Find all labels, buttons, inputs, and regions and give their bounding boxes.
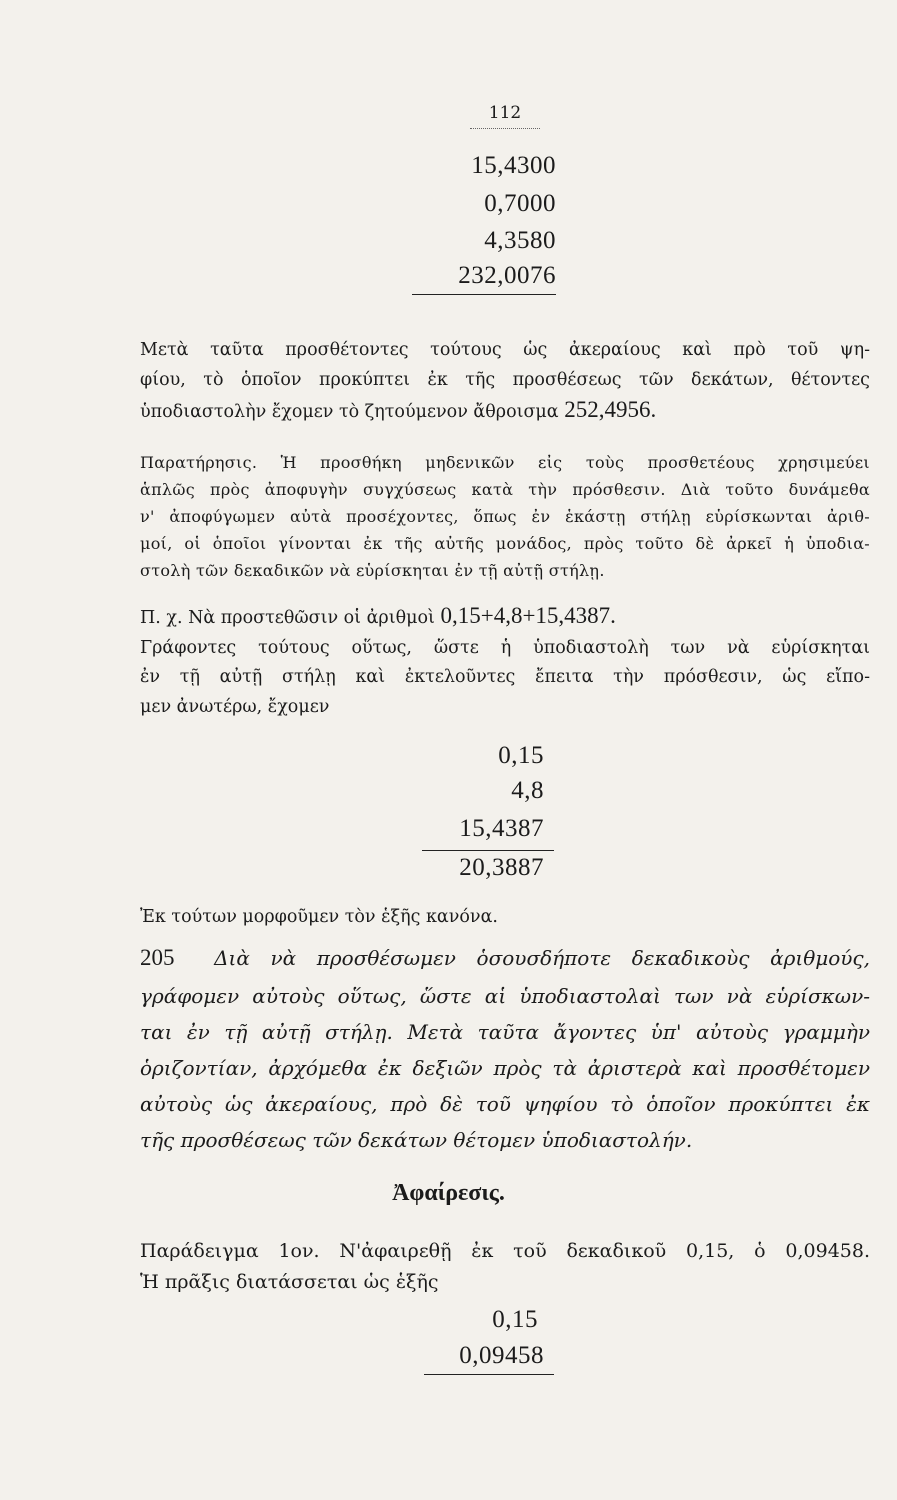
text-line: τῆς προσθέσεως τῶν δεκάτων θέτομεν ὑποδιαστολήν. xyxy=(140,1128,693,1152)
addend-4: 232,0076 xyxy=(458,262,556,289)
page-number-rule xyxy=(470,128,540,129)
sum-result: 252,4956. xyxy=(564,397,657,422)
sum-total: 20,3887 xyxy=(459,854,544,881)
sum-line-2 xyxy=(422,850,554,851)
sum-line-1 xyxy=(412,294,556,295)
page-number: 112 xyxy=(488,103,522,123)
text-line xyxy=(140,395,870,428)
example2-paragraph xyxy=(140,1236,870,1298)
example-prefix: Π. χ. Νὰ προστεθῶσιν οἱ ἀριθμοὶ xyxy=(140,608,435,628)
example-numbers: 0,15+4,8+15,4387. xyxy=(440,603,616,628)
text-fragment: ὑποδιαστολὴν ἔχομεν τὸ ζητούμενον ἄθροισμα xyxy=(140,402,559,422)
text-line: Γράφοντες τούτους οὕτως, ὥστε ἡ ὑποδιαστολὴ των νὰ εὑρίσκηται xyxy=(140,637,870,658)
text-line: Μετὰ ταῦτα προσθέτοντες τούτους ὡς ἀκεραίους καὶ πρὸ τοῦ ψη- xyxy=(140,340,870,360)
addend-3: 4,3580 xyxy=(484,227,556,254)
addend-1: 15,4300 xyxy=(471,152,556,179)
text-line: ἁπλῶς πρὸς ἀποφυγὴν συγχύσεως κατὰ τὴν πρόσθεσιν. Διὰ τοῦτο δυνάμεθα xyxy=(140,480,870,499)
example-paragraph xyxy=(140,601,870,722)
text-line: στολὴ τῶν δεκαδικῶν νὰ εὑρίσκηται ἐν τῇ αὐτῇ στήλῃ. xyxy=(140,561,605,580)
sub-line xyxy=(424,1374,554,1375)
text-line xyxy=(140,940,870,978)
addend-a: 0,15 xyxy=(498,742,544,769)
section-heading: Ἀφαίρεσις. xyxy=(392,1180,505,1206)
text-line: Ἐκ τούτων μορφοῦμεν τὸν ἑξῆς κανόνα. xyxy=(140,907,498,927)
addend-b: 4,8 xyxy=(511,777,544,804)
rule-205 xyxy=(140,940,870,1158)
paragraph-after-sum xyxy=(140,336,870,428)
minuend: 0,15 xyxy=(492,1306,538,1333)
text-line: ἐν τῇ αὐτῇ στήλῃ καὶ ἐκτελοῦντες ἔπειτα τὴν πρόσθεσιν, ὡς εἴπο- xyxy=(140,667,870,687)
text-line: Παράδειγμα 1ον. Ν'ἀφαιρεθῇ ἐκ τοῦ δεκαδικοῦ 0,15, ὁ 0,09458. xyxy=(140,1240,870,1262)
addend-2: 0,7000 xyxy=(484,190,556,217)
addend-c: 15,4387 xyxy=(459,815,544,842)
text-line: ὁριζοντίαν, ἀρχόμεθα ἐκ δεξιῶν πρὸς τὰ ἀριστερὰ καὶ προσθέτομεν xyxy=(140,1056,870,1080)
text-line xyxy=(140,601,870,634)
text-line: ται ἐν τῇ αὐτῇ στήλῃ. Μετὰ ταῦτα ἄγοντες ὑπ' αὐτοὺς γραμμὴν xyxy=(140,1020,870,1044)
rule-intro xyxy=(140,903,870,933)
text-line: αὐτοὺς ὡς ἀκεραίους, πρὸ δὲ τοῦ ψηφίου τὸ ὁποῖον προκύπτει ἐκ xyxy=(140,1092,870,1116)
note-paragraph xyxy=(140,449,870,584)
text-line: ν' ἀποφύγωμεν αὐτὰ προσέχοντες, ὅπως ἐν ἑκάστῃ στήλῃ εὑρίσκωνται ἀριθ- xyxy=(140,507,870,526)
text-line: μοί, οἱ ὁποῖοι γίνονται ἐκ τῆς αὐτῆς μονάδος, πρὸς τοῦτο δὲ ἀρκεῖ ἡ ὑποδια- xyxy=(140,534,870,553)
text-fragment: Διὰ νὰ προσθέσωμεν ὁσουσδήποτε δεκαδικοὺς ἀριθμούς, xyxy=(214,946,870,970)
text-line: μεν ἀνωτέρω, ἔχομεν xyxy=(140,696,330,717)
subtrahend: 0,09458 xyxy=(459,1342,544,1369)
text-line: γράφομεν αὐτοὺς οὕτως, ὥστε αἱ ὑποδιαστολαὶ των νὰ εὑρίσκων- xyxy=(140,984,870,1008)
text-line: Ἡ πρᾶξις διατάσσεται ὡς ἑξῆς xyxy=(140,1271,439,1293)
text-line: Παρατήρησις. Ἡ προσθήκη μηδενικῶν εἰς τοὺς προσθετέους χρησιμεύει xyxy=(140,453,870,472)
rule-number: 205 xyxy=(140,945,175,970)
text-line: φίου, τὸ ὁποῖον προκύπτει ἐκ τῆς προσθέσεως τῶν δεκάτων, θέτοντες xyxy=(140,369,870,390)
